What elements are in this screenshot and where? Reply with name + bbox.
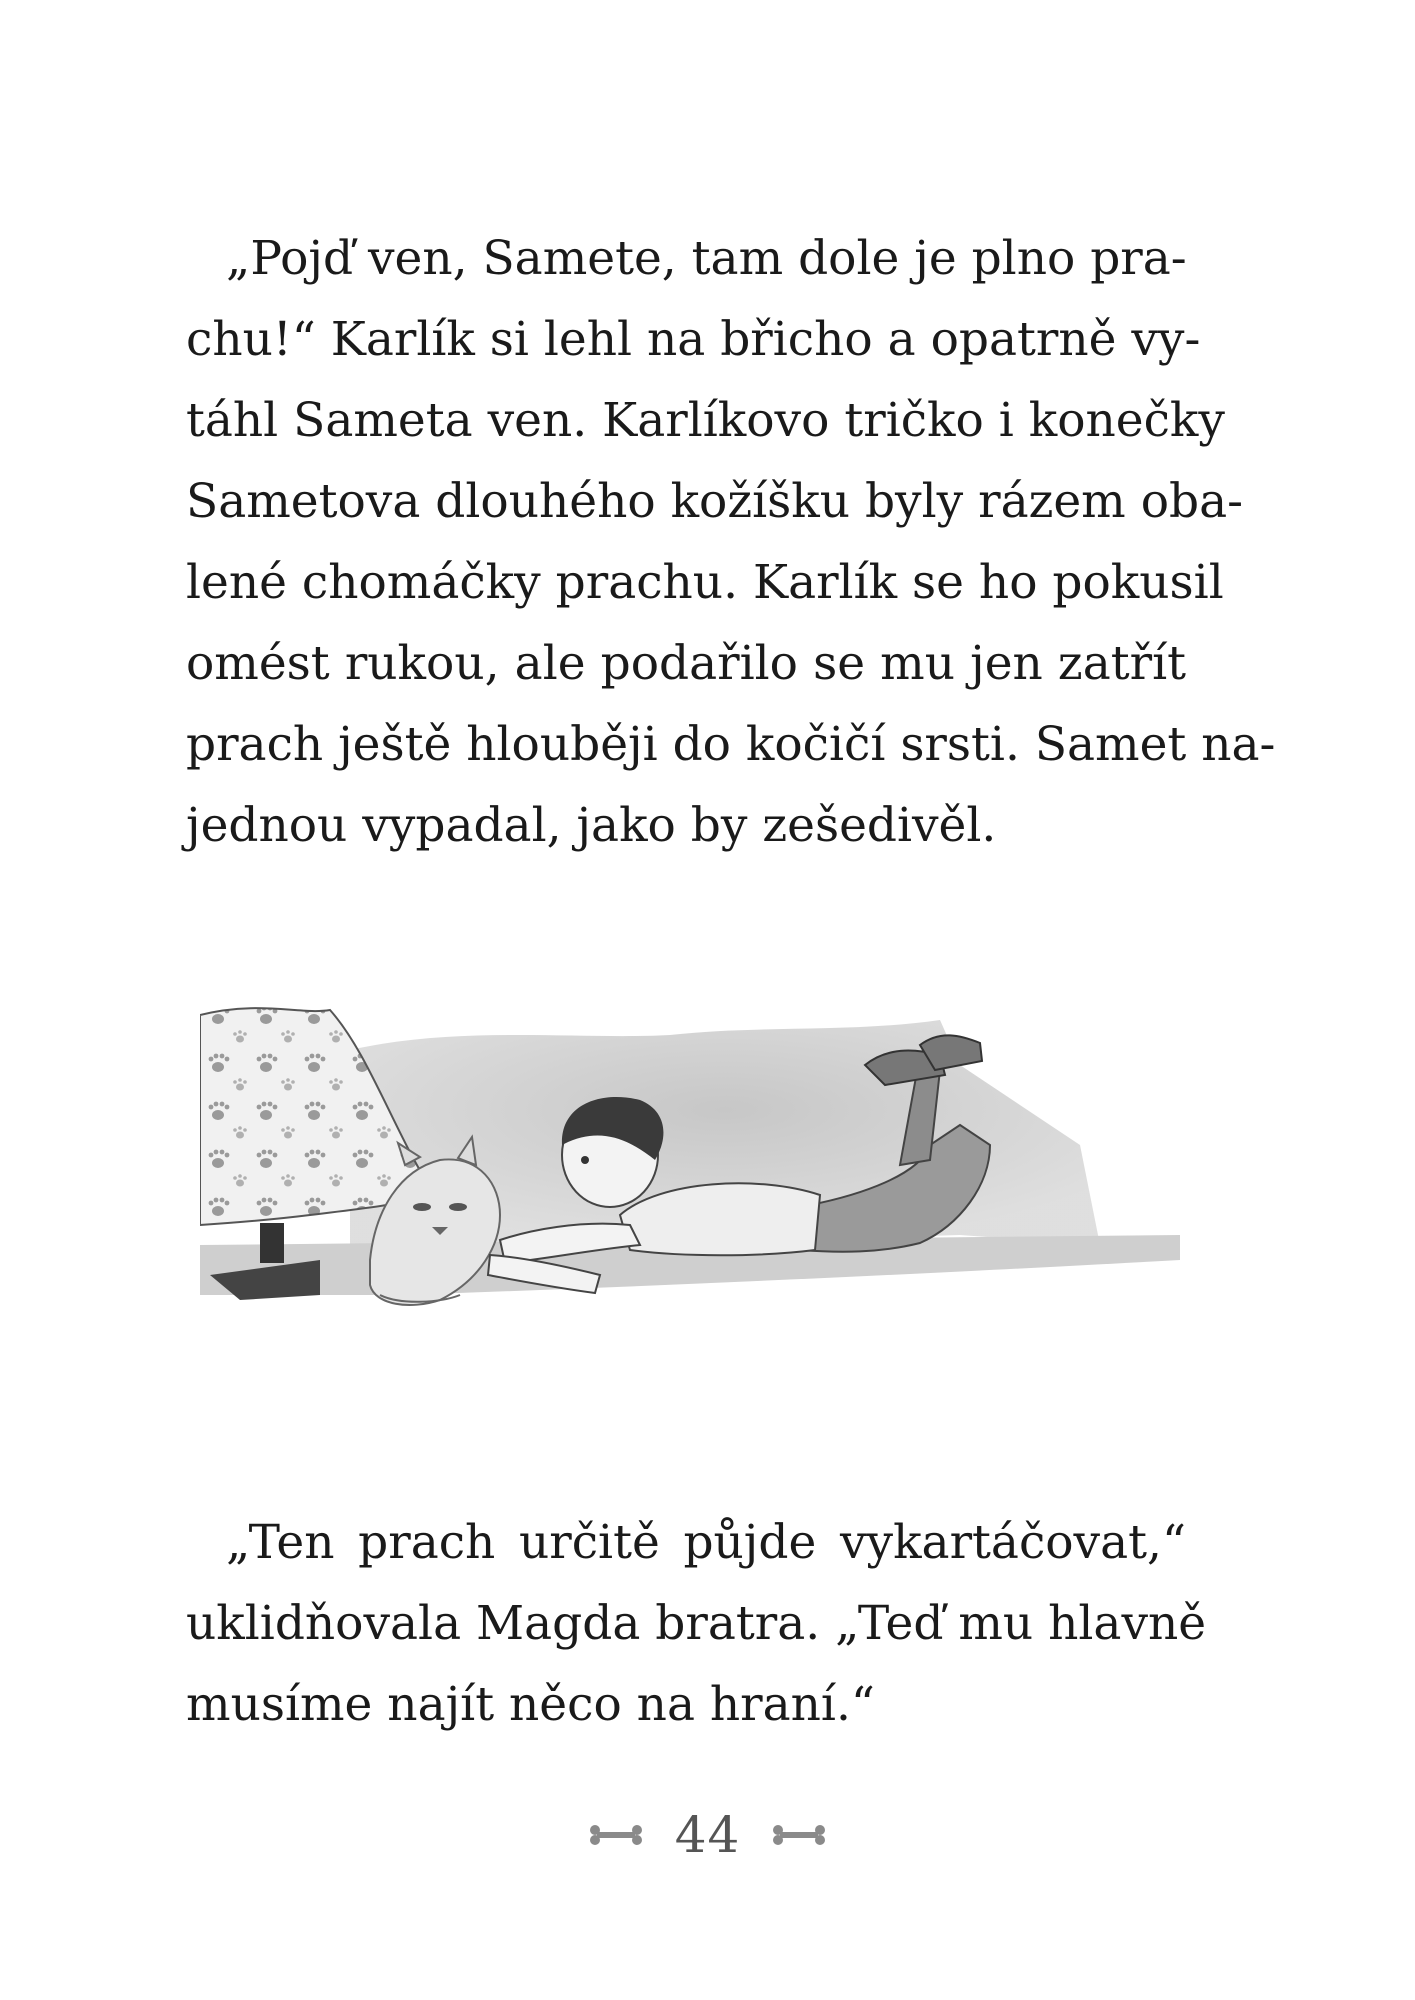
paragraph-2 [186, 1502, 1207, 1745]
text-line: Sametova dlouhého kožíšku byly rázem oba- [186, 474, 1243, 529]
text-line: jednou vypadal, jako by zešedivěl. [186, 798, 997, 853]
text-line: uklidňovala Magda bratra. „Teď mu hlavně [186, 1596, 1207, 1651]
page-number: 44 [674, 1806, 741, 1864]
bone-icon [770, 1824, 828, 1846]
text-line: táhl Sameta ven. Karlíkovo tričko i konečky [186, 393, 1225, 448]
bone-icon [587, 1824, 645, 1846]
paragraph-1 [186, 218, 1276, 866]
text-line: „Pojď ven, Samete, tam dole je plno pra- [226, 231, 1187, 286]
text-line: musíme najít něco na hraní.“ [186, 1677, 875, 1732]
text-line: „Ten prach určitě půjde vykartáčovat,“ [226, 1515, 1186, 1570]
text-line: prach ještě hlouběji do kočičí srsti. Samet na- [186, 717, 1276, 772]
text-line: omést rukou, ale podařilo se mu jen zatřít [186, 636, 1186, 691]
page-footer [0, 1800, 1415, 1870]
text-line: chu!“ Karlík si lehl na břicho a opatrně vy- [186, 312, 1201, 367]
text-line: lené chomáčky prachu. Karlík se ho pokusil [186, 555, 1224, 610]
boy-and-cat-under-bed-illustration [200, 995, 1200, 1380]
